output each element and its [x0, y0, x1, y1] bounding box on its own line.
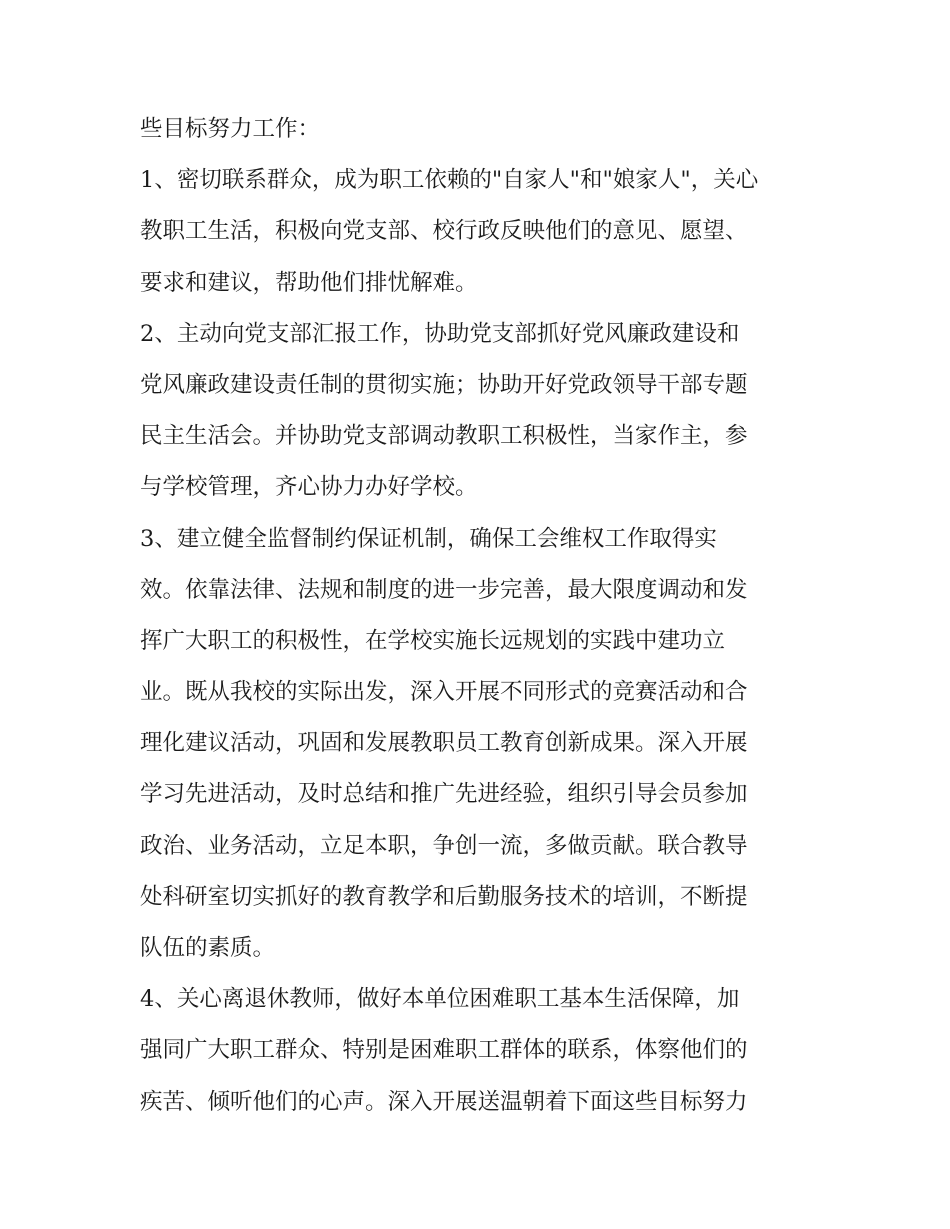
text-line: 强同广大职工群众、特别是困难职工群体的联系，体察他们的 — [140, 1037, 748, 1064]
text-line: 疾苦、倾听他们的心声。深入开展送温朝着下面这些目标努力 — [140, 1088, 748, 1115]
text-line: 民主生活会。并协助党支部调动教职工积极性，当家作主，参 — [140, 423, 748, 450]
text-line: 学习先进活动，及时总结和推广先进经验，组织引导会员参加 — [140, 781, 748, 808]
text-line: 党风廉政建设责任制的贯彻实施；协助开好党政领导干部专题 — [140, 371, 748, 398]
text-line: 教职工生活，积极向党支部、校行政反映他们的意见、愿望、 — [140, 218, 748, 245]
text-line: 处科研室切实抓好的教育教学和后勤服务技术的培训，不断提 — [140, 883, 748, 910]
text-line: 政治、业务活动，立足本职，争创一流，多做贡献。联合教导 — [140, 832, 748, 859]
text-line: 些目标努力工作： — [140, 116, 321, 142]
text-line: 3、建立健全监督制约保证机制，确保工会维权工作取得实 — [140, 525, 717, 552]
text-line: 理化建议活动，巩固和发展教职员工教育创新成果。深入开展 — [140, 730, 748, 757]
text-line: 队伍的素质。 — [140, 935, 276, 961]
text-line: 与学校管理，齐心协力办好学校。 — [140, 474, 478, 501]
text-line: 挥广大职工的积极性，在学校实施长远规划的实践中建功立 — [140, 627, 726, 654]
text-line: 1、密切联系群众，成为职工依赖的"自家人"和"娘家人"，关心 — [140, 167, 759, 194]
text-line: 业。既从我校的实际出发，深入开展不同形式的竞赛活动和合 — [140, 679, 748, 706]
text-line: 4、关心离退休教师，做好本单位困难职工基本生活保障，加 — [140, 986, 740, 1013]
text-line: 2、主动向党支部汇报工作，协助党支部抓好党风廉政建设和 — [140, 320, 740, 347]
text-line: 效。依靠法律、法规和制度的进一步完善，最大限度调动和发 — [140, 576, 748, 603]
document-body — [140, 104, 820, 1128]
text-line: 要求和建议，帮助他们排忧解难。 — [140, 269, 478, 296]
